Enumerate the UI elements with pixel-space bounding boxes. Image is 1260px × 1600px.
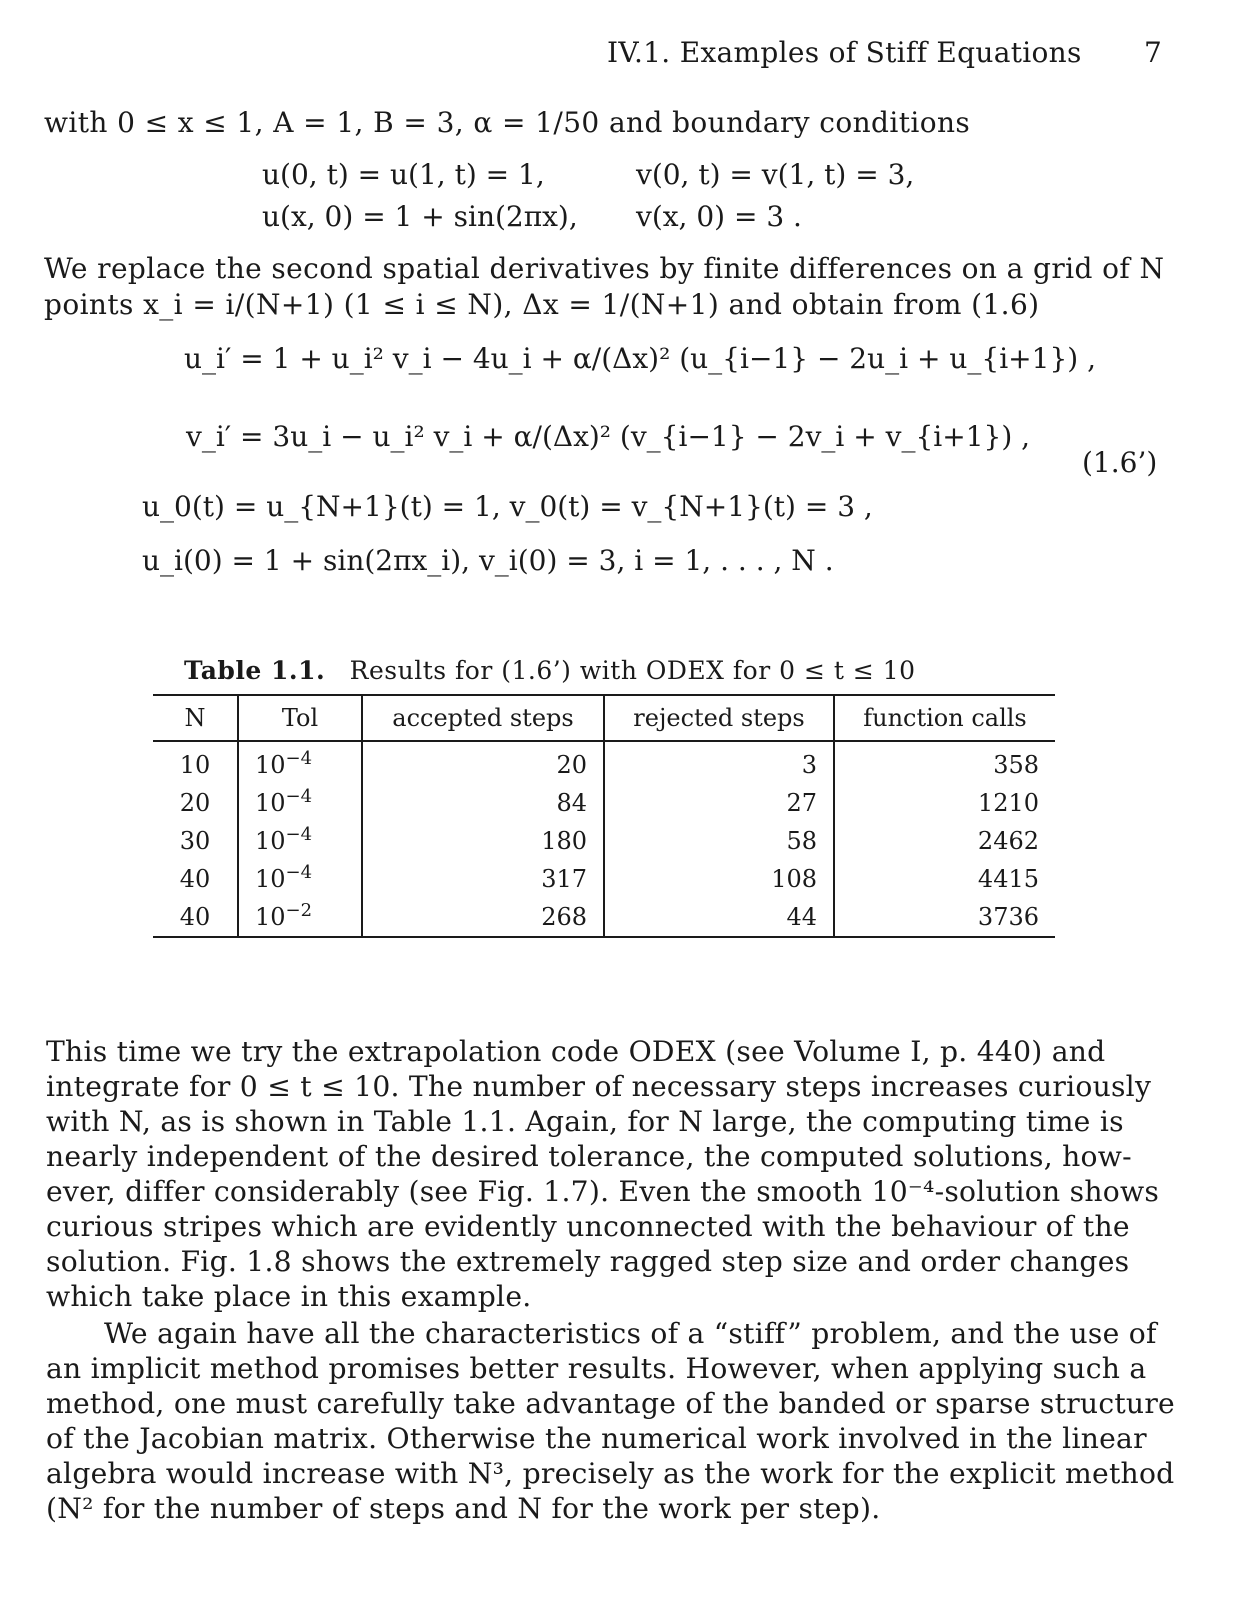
paragraph-line: solution. Fig. 1.8 shows the extremely ragged step size and order changes [46, 1245, 1130, 1278]
cell-accepted: 268 [362, 898, 604, 937]
tol-base: 10 [255, 903, 286, 931]
col-header-accepted: accepted steps [362, 696, 604, 741]
cell-accepted: 84 [362, 784, 604, 822]
paragraph-line: curious stripes which are evidently unconnected with the behaviour of the [46, 1210, 1130, 1243]
cell-tol [238, 784, 362, 822]
cell-calls: 3736 [834, 898, 1055, 937]
tol-base: 10 [255, 751, 286, 779]
table-row [153, 784, 1055, 822]
col-header-n: N [153, 696, 238, 741]
paragraph-line: integrate for 0 ≤ t ≤ 10. The number of necessary steps increases curiously [46, 1070, 1152, 1103]
tol-exp: −4 [285, 824, 313, 845]
bc-row2-left: u(x, 0) = 1 + sin(2πx), [262, 200, 578, 233]
cell-tol [238, 822, 362, 860]
col-header-calls: function calls [834, 696, 1055, 741]
cell-n: 40 [153, 898, 238, 937]
bc-row2-right: v(x, 0) = 3 . [636, 200, 802, 233]
table-row [153, 898, 1055, 937]
paragraph-line: nearly independent of the desired tolerance, the computed solutions, how- [46, 1140, 1132, 1173]
cell-calls: 4415 [834, 860, 1055, 898]
cell-n: 20 [179, 789, 211, 817]
paragraph-line: We again have all the characteristics of a “stiff” problem, and the use of [104, 1317, 1157, 1350]
table-row [153, 741, 1055, 784]
paragraph-line: with N, as is shown in Table 1.1. Again, for N large, the computing time is [46, 1105, 1124, 1138]
paragraph-line: which take place in this example. [46, 1280, 532, 1313]
cell-rejected: 108 [604, 860, 834, 898]
cell-accepted: 317 [362, 860, 604, 898]
paragraph-line: of the Jacobian matrix. Otherwise the numerical work involved in the linear [46, 1422, 1147, 1455]
cell-calls: 2462 [834, 822, 1055, 860]
cell-rejected: 3 [604, 741, 834, 784]
col-header-rejected: rejected steps [604, 696, 834, 741]
paragraph-line: algebra would increase with N³, precisely as the work for the explicit method [46, 1457, 1175, 1490]
cell-n: 40 [179, 865, 211, 893]
results-table-wrap [153, 694, 1055, 938]
page-number: 7 [1144, 36, 1163, 69]
paragraph-line: an implicit method promises better results. However, when applying such a [46, 1352, 1147, 1385]
tol-exp: −4 [285, 786, 313, 807]
tol-base: 10 [255, 789, 286, 817]
tol-exp: −4 [285, 862, 313, 883]
cell-rejected: 58 [604, 822, 834, 860]
table-caption-text: Results for (1.6’) with ODEX for 0 ≤ t ≤ 10 [349, 656, 916, 685]
cell-tol [238, 860, 362, 898]
table-header-row [153, 696, 1055, 741]
cell-n: 30 [179, 827, 211, 855]
col-header-tol: Tol [238, 696, 362, 741]
tol-base: 10 [255, 827, 286, 855]
paragraph-line: ever, differ considerably (see Fig. 1.7). Even the smooth 10⁻⁴-solution shows [46, 1175, 1160, 1208]
equation-boundary: u_0(t) = u_{N+1}(t) = 1, v_0(t) = v_{N+1}(t) = 3 , [142, 490, 873, 523]
table-caption [184, 656, 916, 685]
cell-n: 10 [179, 751, 211, 779]
table-row [153, 822, 1055, 860]
discretization-line-2: points x_i = i/(N+1) (1 ≤ i ≤ N), Δx = 1/(N+1) and obtain from (1.6) [44, 288, 1040, 321]
intro-line: with 0 ≤ x ≤ 1, A = 1, B = 3, α = 1/50 and boundary conditions [44, 106, 971, 139]
tol-exp: −4 [285, 748, 313, 769]
equation-label: (1.6’) [1082, 446, 1158, 479]
tol-base: 10 [255, 865, 286, 893]
bc-row1-left: u(0, t) = u(1, t) = 1, [262, 158, 545, 191]
cell-tol [238, 898, 362, 937]
paragraph-2 [46, 1316, 1175, 1526]
paragraph-line: method, one must carefully take advantage of the banded or sparse structure [46, 1387, 1175, 1420]
equation-initial: u_i(0) = 1 + sin(2πx_i), v_i(0) = 3, i = 1, . . . , N . [142, 544, 834, 577]
table-caption-label: Table 1.1. [184, 656, 326, 685]
paragraph-line: (N² for the number of steps and N for the work per step). [46, 1492, 881, 1525]
equation-u: u_i′ = 1 + u_i² v_i − 4u_i + α/(Δx)² (u_{i−1} − 2u_i + u_{i+1}) , [184, 342, 1096, 375]
cell-tol [238, 741, 362, 784]
cell-accepted: 180 [362, 822, 604, 860]
cell-rejected: 44 [604, 898, 834, 937]
cell-rejected: 27 [604, 784, 834, 822]
paragraph-line: This time we try the extrapolation code ODEX (see Volume I, p. 440) and [46, 1035, 1106, 1068]
equation-v: v_i′ = 3u_i − u_i² v_i + α/(Δx)² (v_{i−1} − 2v_i + v_{i+1}) , [186, 420, 1031, 453]
cell-calls: 358 [834, 741, 1055, 784]
paragraph-1 [46, 1034, 1159, 1314]
running-title: IV.1. Examples of Stiff Equations [607, 36, 1082, 69]
results-table [153, 696, 1055, 938]
table-row [153, 860, 1055, 898]
bc-row1-right: v(0, t) = v(1, t) = 3, [636, 158, 915, 191]
cell-calls: 1210 [834, 784, 1055, 822]
tol-exp: −2 [285, 900, 313, 921]
cell-accepted: 20 [362, 741, 604, 784]
discretization-line-1: We replace the second spatial derivatives by finite differences on a grid of N [44, 252, 1165, 285]
